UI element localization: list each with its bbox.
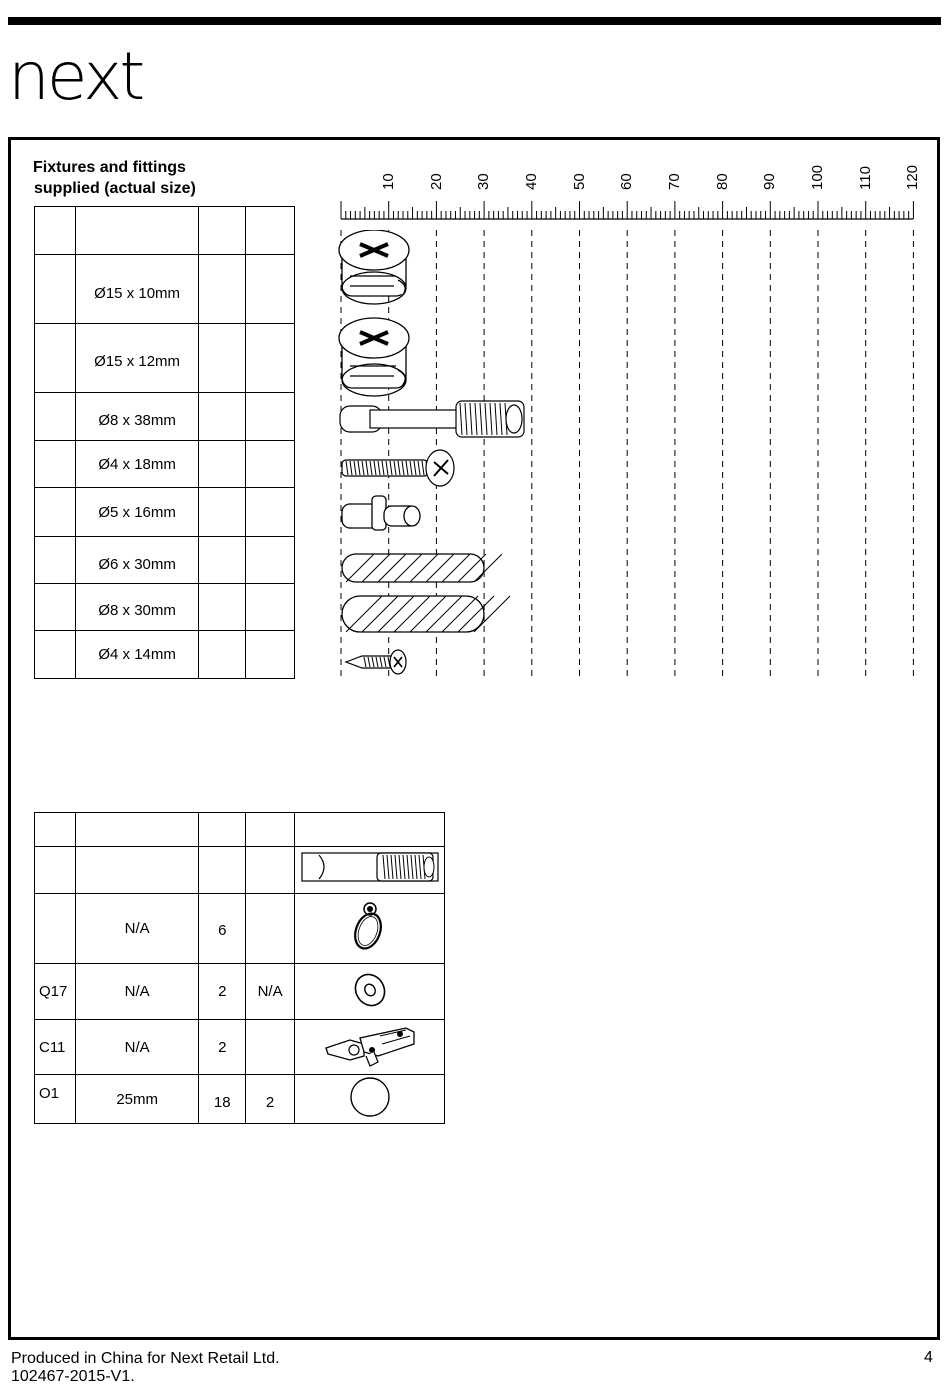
ruler-ticks bbox=[341, 201, 913, 219]
wooden-dowel-icon bbox=[342, 554, 502, 582]
fixtures-heading-line1: Fixtures and fittings bbox=[33, 159, 186, 176]
fixture-size: Ø4 x 14mm bbox=[75, 631, 199, 679]
fitting-code: Q17 bbox=[35, 964, 76, 1020]
fitting-code: O1 bbox=[35, 1075, 76, 1124]
fitting-extra: 2 bbox=[246, 1075, 295, 1124]
table-row bbox=[35, 964, 445, 1020]
machine-screw-icon bbox=[342, 450, 454, 486]
top-rule bbox=[8, 17, 941, 25]
table-row bbox=[35, 847, 445, 894]
next-logo: next bbox=[8, 38, 143, 115]
ruler-label: 60 bbox=[618, 173, 635, 190]
fixtures-heading bbox=[33, 157, 196, 199]
ruler-label: 90 bbox=[761, 173, 778, 190]
fitting-qty: 18 bbox=[199, 1075, 246, 1124]
cam-lock-icon bbox=[339, 318, 409, 396]
ruler-label: 20 bbox=[428, 173, 445, 190]
fitting-size: N/A bbox=[75, 894, 198, 964]
fixture-size: Ø15 x 12mm bbox=[75, 324, 199, 393]
cam-lock-icon bbox=[339, 230, 409, 304]
ruler-label: 70 bbox=[666, 173, 683, 190]
cam-bolt-icon bbox=[340, 401, 524, 437]
wood-screw-icon bbox=[346, 650, 406, 674]
table-row bbox=[35, 488, 295, 537]
ruler-label: 10 bbox=[380, 173, 397, 190]
ring-handle-icon bbox=[340, 899, 400, 955]
table-row bbox=[35, 631, 295, 679]
fixtures-heading-line2: supplied (actual size) bbox=[34, 180, 196, 197]
table-row bbox=[35, 255, 295, 324]
table-row bbox=[35, 894, 445, 964]
table-row bbox=[35, 393, 295, 441]
fitting-qty: 2 bbox=[199, 964, 246, 1020]
table-header-row bbox=[35, 207, 295, 255]
table-header-row bbox=[35, 813, 445, 847]
cover-cap-icon bbox=[348, 1075, 392, 1119]
table-row bbox=[35, 584, 295, 631]
fixtures-table bbox=[34, 206, 295, 679]
table-row bbox=[35, 537, 295, 584]
ruler-label: 120 bbox=[904, 164, 921, 190]
size-ruler bbox=[336, 160, 926, 222]
fitting-qty: 2 bbox=[199, 1020, 246, 1075]
wooden-dowel-icon bbox=[342, 596, 510, 632]
fixture-size: Ø8 x 38mm bbox=[75, 393, 199, 441]
footer-credits bbox=[11, 1350, 280, 1386]
table-row bbox=[35, 1075, 445, 1124]
footer-document-code: 102467-2015-V1. bbox=[11, 1368, 135, 1385]
washer-icon bbox=[350, 970, 390, 1010]
ruler-label: 30 bbox=[475, 173, 492, 190]
ruler-label: 100 bbox=[809, 164, 826, 190]
ruler-label: 80 bbox=[714, 173, 731, 190]
ruler-label: 40 bbox=[523, 173, 540, 190]
hinge-icon bbox=[320, 1022, 420, 1068]
fittings-table bbox=[34, 812, 445, 1124]
fixture-size: Ø6 x 30mm bbox=[75, 537, 199, 584]
ruler-label: 110 bbox=[857, 166, 874, 190]
cam-bolt-icon bbox=[299, 849, 441, 887]
fitting-qty: 6 bbox=[199, 894, 246, 964]
fitting-size: N/A bbox=[75, 1020, 198, 1075]
fixtures-drawings bbox=[336, 230, 926, 682]
fixture-size: Ø4 x 18mm bbox=[75, 441, 199, 488]
fitting-extra: N/A bbox=[246, 964, 295, 1020]
fixture-size: Ø5 x 16mm bbox=[75, 488, 199, 537]
fixture-size: Ø15 x 10mm bbox=[75, 255, 199, 324]
table-row bbox=[35, 441, 295, 488]
fitting-size: 25mm bbox=[75, 1075, 198, 1124]
table-row bbox=[35, 324, 295, 393]
ruler-label: 50 bbox=[571, 173, 588, 190]
fitting-size: N/A bbox=[75, 964, 198, 1020]
footer-produced-in: Produced in China for Next Retail Ltd. bbox=[11, 1350, 280, 1367]
fixture-size: Ø8 x 30mm bbox=[75, 584, 199, 631]
table-row bbox=[35, 1020, 445, 1075]
page-number: 4 bbox=[924, 1349, 933, 1366]
fitting-code: C11 bbox=[35, 1020, 76, 1075]
shelf-pin-icon bbox=[342, 496, 420, 530]
